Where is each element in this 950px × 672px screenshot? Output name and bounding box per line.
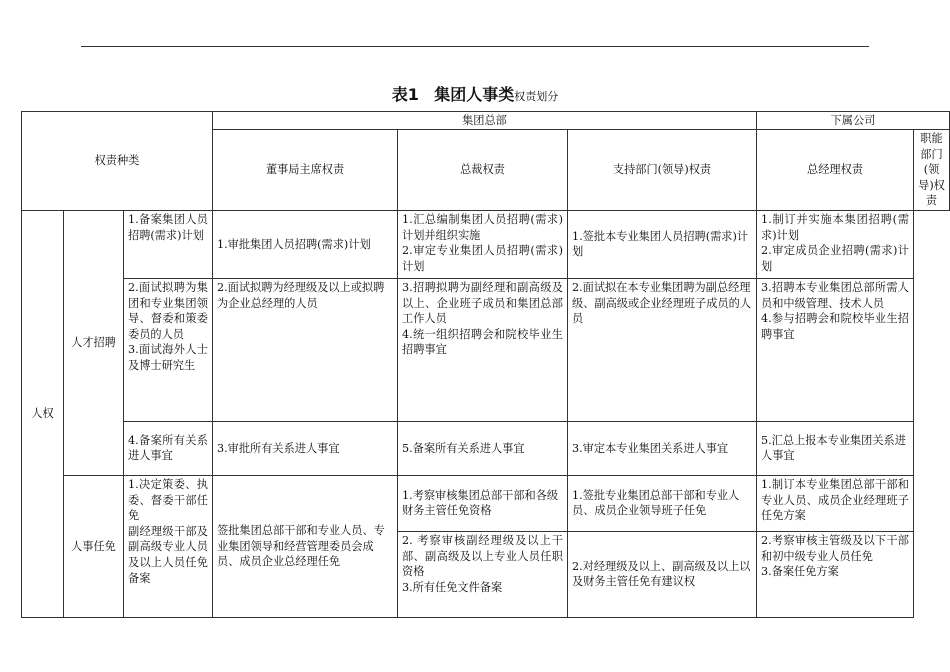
header-rule: [81, 46, 869, 47]
cell-recruit-board-2: 2.面试拟聘为集团和专业集团领导、督委和策委委员的人员 3.面试海外人士及博士研究生: [124, 278, 213, 421]
cell-appoint-gm-1: 1.签批专业集团总部干部和专业人员、成员企业领导班子任免: [568, 475, 757, 531]
row-recruitment: 人才招聘: [64, 210, 124, 475]
cell-appoint-gm-2: 2.对经理级及以上、副高级及以上以及财务主管任免有建议权: [568, 531, 757, 617]
header-president: 总裁权责: [398, 130, 568, 211]
cell-appoint-president: 签批集团总部干部和专业人员、专业集团领导和经营管理委员会成员、成员企业总经理任免: [213, 475, 398, 617]
header-board-chair: 董事局主席权责: [213, 130, 398, 211]
table-number: 表1: [391, 85, 419, 104]
cell-recruit-func-2: 3.招聘本专业集团总部所需人员和中级管理、技术人员 4.参与招聘会和院校毕业生招聘事宜: [757, 278, 914, 421]
header-support-dept: 支持部门(领导)权责: [568, 130, 757, 211]
header-category: 权责种类: [22, 112, 213, 211]
cell-recruit-func-3: 5.汇总上报本专业集团关系进人事宜: [757, 421, 914, 475]
row-renquan: 人权: [22, 210, 64, 617]
cell-recruit-support-3: 5.备案所有关系进人事宜: [398, 421, 568, 475]
header-subsidiary: 下属公司: [757, 112, 950, 130]
cell-recruit-gm-1: 1.签批本专业集团人员招聘(需求)计划: [568, 210, 757, 278]
cell-recruit-board-3: 4.备案所有关系进人事宜: [124, 421, 213, 475]
cell-appoint-support-2: 2. 考察审核副经理级及以上干部、副高级及以上专业人员任职资格 3.所有任免文件备案: [398, 531, 568, 617]
table-title: [0, 84, 950, 108]
cell-recruit-board-1: 1.备案集团人员招聘(需求)计划: [124, 210, 213, 278]
cell-recruit-gm-3: 3.审定本专业集团关系进人事宜: [568, 421, 757, 475]
cell-appoint-func-2: 2.考察审核主管级及以下干部和初中级专业人员任免 3.备案任免方案: [757, 531, 914, 617]
cell-appoint-support-1: 1.考察审核集团总部干部和各级财务主管任免资格: [398, 475, 568, 531]
cell-recruit-support-1: 1.汇总编制集团人员招聘(需求)计划并组织实施 2.审定专业集团人员招聘(需求)计划: [398, 210, 568, 278]
table-subtitle: 权责划分: [514, 90, 559, 103]
cell-recruit-president-3: 3.审批所有关系进人事宜: [213, 421, 398, 475]
cell-appoint-func-1: 1.制订本专业集团总部干部和专业人员、成员企业经理班子任免方案: [757, 475, 914, 531]
header-hq: 集团总部: [213, 112, 757, 130]
authority-table: [21, 111, 950, 618]
cell-recruit-president-1: 1.审批集团人员招聘(需求)计划: [213, 210, 398, 278]
cell-recruit-gm-2: 2.面试拟在本专业集团聘为副总经理级、副高级或企业经理班子成员的人员: [568, 278, 757, 421]
table-name: 集团人事类: [434, 85, 515, 104]
cell-recruit-func-1: 1.制订并实施本集团招聘(需求)计划 2.审定成员企业招聘(需求)计划: [757, 210, 914, 278]
header-function-dept: 职能部门(领导)权责: [914, 130, 950, 211]
cell-appoint-board: 1.决定策委、执委、督委干部任免 副经理级干部及副高级专业人员及以上人员任免备案: [124, 475, 213, 617]
cell-recruit-support-2: 3.招聘拟聘为副经理和副高级及以上、企业班子成员和集团总部工作人员 4.统一组织招聘会和院校毕业生招聘事宜: [398, 278, 568, 421]
header-general-manager: 总经理权责: [757, 130, 914, 211]
row-appointment: 人事任免: [64, 475, 124, 617]
cell-recruit-president-2: 2.面试拟聘为经理级及以上或拟聘为企业总经理的人员: [213, 278, 398, 421]
